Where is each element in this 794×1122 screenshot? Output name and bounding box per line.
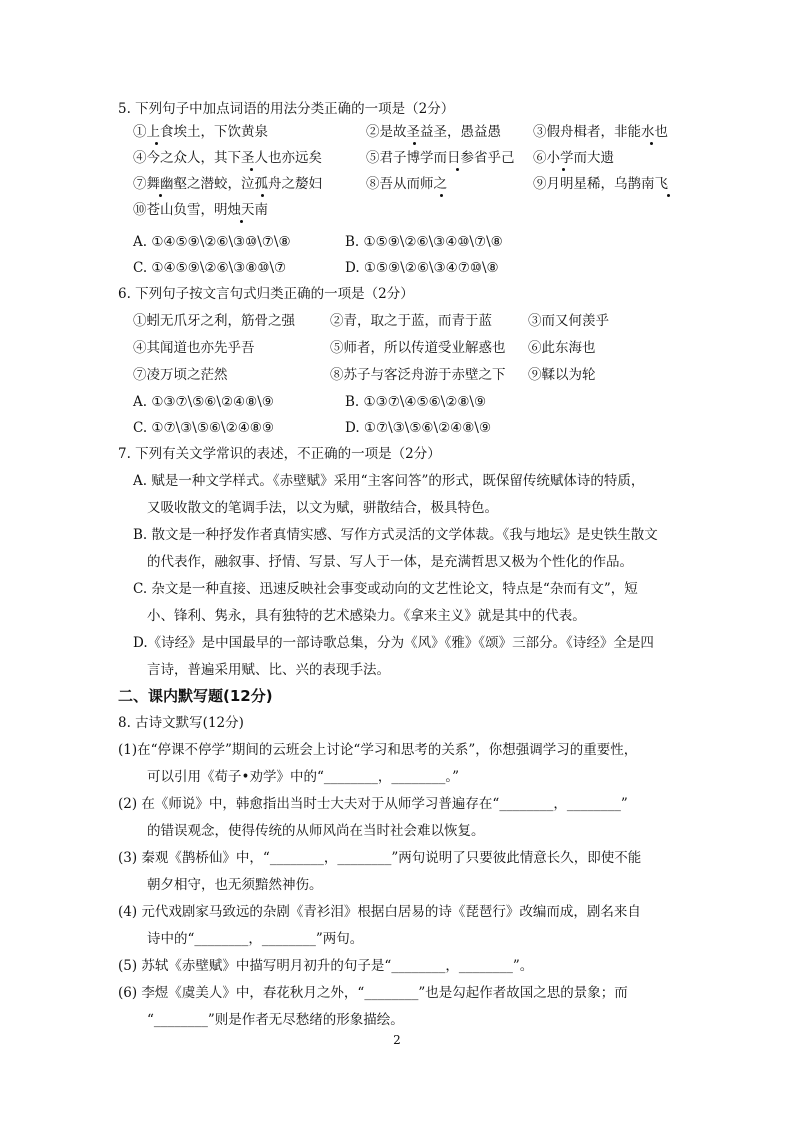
q8-sub3-line2: 朝夕相守，也无须黯然神伤。	[147, 877, 323, 893]
q5-item-9: ⑨月明星稀，乌鹊南飞	[533, 176, 668, 192]
q6-item-6: ⑥此东海也	[528, 340, 596, 356]
q7-option-a-line2: 又吸收散文的笔调手法，以文为赋，骈散结合，极具特色。	[147, 500, 498, 516]
q8-sub2-line2: 的错误观念，使得传统的从师风尚在当时社会难以恢复。	[147, 823, 485, 839]
q6-stem: 6. 下列句子按文言句式归类正确的一项是（2分）	[118, 286, 414, 302]
section-heading: 二、课内默写题(12分)	[118, 687, 273, 705]
q7-option-d-line2: 言诗，普遍采用赋、比、兴的表现手法。	[147, 662, 390, 678]
q7-option-c-line2: 小、锋利、隽永，具有独特的艺术感染力。《拿来主义》就是其中的代表。	[147, 608, 586, 624]
q8-sub6-line2: “________”则是作者无尽愁绪的形象描绘。	[147, 1012, 404, 1028]
emphasis-dot	[440, 194, 443, 197]
q7-option-b-line1: B. 散文是一种抒发作者真情实感、写作方式灵活的文学体裁。《我与地坛》是史铁生散文	[133, 527, 658, 543]
q5-item-2: ②是故圣益圣，愚益愚	[366, 124, 501, 140]
q8-sub2-line1: (2) 在《师说》中，韩愈指出当时士大夫对于从师学习普遍存在“________，________”	[118, 796, 628, 812]
q5-item-7: ⑦舞幽壑之潜蛟，泣孤舟之嫠妇	[133, 176, 322, 192]
q5-item-6: ⑥小学而大遗	[533, 150, 614, 166]
q5-option-d: D. ①⑤⑨\②⑥\③④⑦⑩\⑧	[345, 260, 499, 276]
q8-sub1-line2: 可以引用《荀子•劝学》中的“________，________。”	[147, 769, 460, 785]
q6-item-3: ③而又何羡乎	[528, 313, 609, 329]
emphasis-dot	[562, 168, 565, 171]
emphasis-dot	[456, 168, 459, 171]
emphasis-dot	[261, 194, 264, 197]
emphasis-dot	[159, 194, 162, 197]
q7-option-c-line1: C. 杂文是一种直接、迅速反映社会事变或动向的文艺性论文，特点是“杂而有文”，短	[133, 581, 638, 597]
q5-item-5: ⑤君子博学而日参省乎己	[366, 150, 515, 166]
q5-stem: 5. 下列句子中加点词语的用法分类正确的一项是（2分）	[118, 101, 455, 117]
emphasis-dot	[650, 142, 653, 145]
q6-item-9: ⑨鞣以为轮	[528, 367, 596, 383]
q6-option-b: B. ①③⑦\④⑤⑥\②⑧\⑨	[345, 394, 487, 410]
q5-option-a: A. ①④⑤⑨\②⑥\③⑩\⑦\⑧	[133, 234, 291, 250]
q7-stem: 7. 下列有关文学常识的表述，不正确的一项是（2分）	[118, 446, 441, 462]
q5-item-3: ③假舟楫者，非能水也	[533, 124, 668, 140]
q8-sub4-line2: 诗中的“________，________”两句。	[147, 931, 364, 947]
q6-item-7: ⑦凌万顷之茫然	[133, 367, 228, 383]
q5-option-b: B. ①⑤⑨\②⑥\③④⑩\⑦\⑧	[345, 234, 503, 250]
q5-item-10: ⑩苍山负雪，明烛天南	[133, 202, 268, 218]
q8-sub3-line1: (3) 秦观《鹊桥仙》中，“________，________”两句说明了只要彼此情意长久，即使不能	[118, 850, 642, 866]
q5-option-c: C. ①④⑤⑨\②⑥\③⑧⑩\⑦	[133, 260, 287, 276]
page-number: 2	[393, 1033, 401, 1047]
q6-item-8: ⑧苏子与客泛舟游于赤壁之下	[330, 367, 506, 383]
q7-option-a-line1: A. 赋是一种文学样式。《赤壁赋》采用“主客问答”的形式，既保留传统赋体诗的特质，	[133, 473, 645, 489]
q6-item-1: ①蚓无爪牙之利，筋骨之强	[133, 313, 295, 329]
q8-sub1-line1: (1)在“停课不停学”期间的云班会上讨论“学习和思考的关系”，你想强调学习的重要性，	[118, 742, 638, 758]
q6-item-5: ⑤师者，所以传道受业解惑也	[330, 340, 506, 356]
emphasis-dot	[240, 220, 243, 223]
q7-option-d-line1: D.《诗经》是中国最早的一部诗歌总集，分为《风》《雅》《颂》三部分。《诗经》全是四	[133, 635, 654, 651]
q5-item-1: ①上食埃土，下饮黄泉	[133, 124, 268, 140]
q6-item-2: ②青，取之于蓝，而青于蓝	[330, 313, 492, 329]
q7-option-b-line2: 的代表作，融叙事、抒情、写景、写人于一体，是充满哲思又极为个性化的作品。	[147, 554, 633, 570]
q8-stem: 8. 古诗文默写(12分)	[118, 715, 244, 731]
q6-option-a: A. ①③⑦\⑤⑥\②④⑧\⑨	[133, 394, 274, 410]
emphasis-dot	[155, 142, 158, 145]
emphasis-dot	[667, 194, 670, 197]
emphasis-dot	[250, 168, 253, 171]
emphasis-dot	[413, 142, 416, 145]
q6-option-c: C. ①⑦\③\⑤⑥\②④⑧⑨	[133, 420, 274, 436]
q5-item-8: ⑧吾从而师之	[366, 176, 447, 192]
q8-sub4-line1: (4) 元代戏剧家马致远的杂剧《青衫泪》根据白居易的诗《琵琶行》改编而成，剧名来自	[118, 904, 641, 920]
q8-sub6-line1: (6) 李煜《虞美人》中，春花秋月之外，“________”也是勾起作者故国之思的景象；而	[118, 985, 628, 1001]
q5-item-4: ④今之众人，其下圣人也亦远矣	[133, 150, 322, 166]
q8-sub5: (5) 苏轼《赤壁赋》中描写明月初升的句子是“________，________”。	[118, 958, 534, 974]
q6-option-d: D. ①⑦\③\⑤⑥\②④⑧\⑨	[345, 420, 492, 436]
q6-item-4: ④其闻道也亦先乎吾	[133, 340, 255, 356]
